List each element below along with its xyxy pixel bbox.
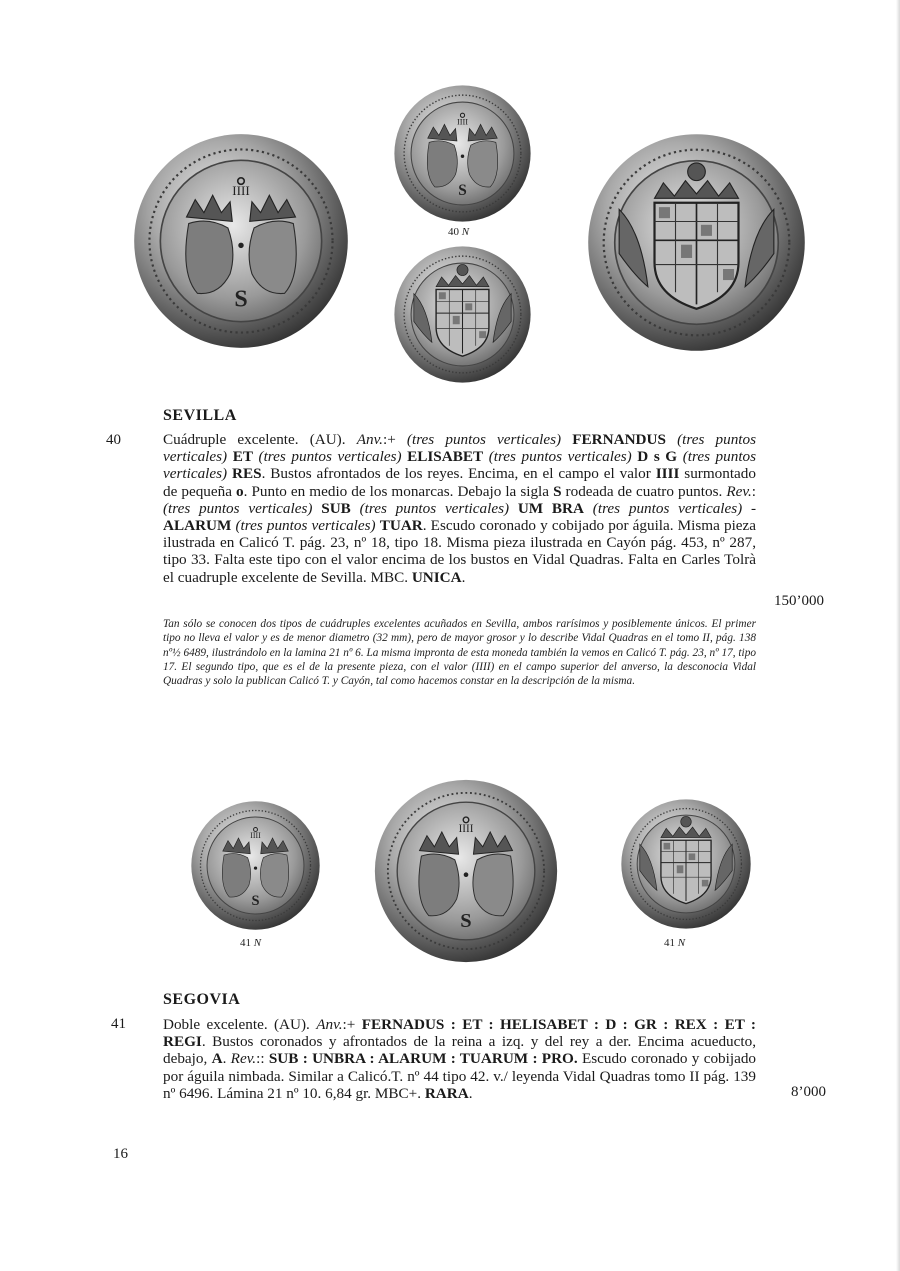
- text-run: ::: [256, 1050, 269, 1068]
- italic-term: (tres puntos verticales): [163, 448, 757, 483]
- italic-term: (tres puntos verticales): [235, 517, 376, 535]
- bold-term: S: [553, 482, 562, 500]
- bold-term: FERNANDUS: [572, 431, 666, 448]
- lot-40-note: Tan sólo se conocen dos tipos de cuádruples excelentes acuñados en Sevilla, ambos rarísimos y posiblemente únicos. El primer tipo no lleva el valor y es de menor diametro (32 mm), pero de mayor grosor y lo describe Vidal Quadras en el tomo II, pág. 138 nº½ 6489, ilustrándolo en la lamina 21 nº 6. La misma impronta de esta moneda también la vemos en Calicó T. pág. 23, nº 17, tipo 17. El segundo tipo, que es el de la presente pieza, con el valor (IIII) en el campo superior del anverso, la desconocia Vidal Quadras y solo la publican Calicó T. y Cayón, tal como hacemos constar en la descripción de la misma.: [163, 618, 756, 688]
- coin-image-obverse-large-lot41: [373, 778, 559, 964]
- coin-image-reverse-small: [393, 245, 532, 384]
- italic-term: (tres puntos verticales): [163, 499, 313, 517]
- text-run: :+: [342, 1016, 362, 1033]
- lot-41-number: 41: [111, 1016, 126, 1032]
- text-run: :: [751, 482, 757, 500]
- lot-40-number: 40: [106, 432, 121, 448]
- coin-image-obverse-small: [393, 84, 532, 223]
- lot-41-price: 8’000: [791, 1084, 826, 1100]
- lot-40-heading: SEVILLA: [163, 407, 237, 424]
- italic-term: Rev.: [726, 482, 752, 500]
- italic-term: (tres puntos verticales): [488, 448, 632, 466]
- coin-image-obverse-small-lot41: [190, 800, 321, 931]
- italic-term: Anv.: [316, 1016, 343, 1033]
- bold-term: IIII: [655, 465, 680, 483]
- text-run: Cuádruple excelente. (AU).: [163, 431, 357, 448]
- italic-term: (tres puntos verticales): [359, 499, 510, 517]
- lot-41-heading: SEGOVIA: [163, 991, 241, 1008]
- coin-caption-metal: N: [677, 937, 686, 949]
- text-run: Doble excelente. (AU).: [163, 1016, 317, 1033]
- text-run: surmontado de pequeña: [163, 465, 756, 500]
- bold-term: o: [236, 482, 244, 500]
- bold-term: A: [211, 1050, 223, 1068]
- page-number: 16: [113, 1146, 128, 1162]
- lot-40-price: 150’000: [774, 593, 824, 609]
- page-edge-shadow: [896, 0, 900, 1271]
- text-run: [351, 500, 360, 517]
- text-run: .: [461, 568, 466, 586]
- italic-term: (tres puntos verticales): [406, 431, 562, 448]
- coin-caption-metal: N: [461, 226, 470, 238]
- bold-term: ALARUM: [163, 517, 232, 535]
- bold-term: SUB: [321, 499, 351, 517]
- bold-term: RES: [232, 465, 262, 483]
- text-run: Escudo coronado y cobijado por águila nimbada. Similar a Calicó.T. nº 44 tipo 42. v./ leyenda Vidal Quadras tomo II pág. 139 nº 6496. Lámina 21 nº 10. 6,84 gr. MBC+.: [163, 1050, 757, 1102]
- lot-41-description: [163, 1016, 756, 1102]
- bold-term: ELISABET: [407, 448, 484, 466]
- coin-caption-metal: N: [253, 937, 262, 949]
- text-run: .: [222, 1050, 231, 1068]
- coin-image-obverse-large: [132, 132, 350, 350]
- bold-term: UM BRA: [517, 499, 584, 517]
- lot-40-description: [163, 431, 756, 586]
- text-run: . Bustos afrontados de los reyes. Encima, en el campo el valor: [261, 465, 656, 483]
- coin-image-reverse-large: [586, 132, 807, 353]
- text-run: [312, 500, 321, 517]
- bold-term: ET: [232, 448, 253, 466]
- text-run: [584, 500, 593, 517]
- coin-image-reverse-small-lot41: [620, 798, 752, 930]
- text-run: rodeada de cuatro puntos.: [561, 482, 727, 500]
- coin-caption-number: 40: [448, 226, 459, 238]
- coin-caption-right: [664, 937, 685, 949]
- text-run: . Escudo coronado y cobijado por águila. Misma pieza ilustrada en Calicó T. pág. 23, nº 18, tipo 18. Misma pieza ilustrada en Cayón pág. 453, nº 287, tipo 33. Falta este tipo con el valor encima de los bustos en Vidal Quadras. Falta en Carles Tolrà el cuadruple excelente de Sevilla. MBC.: [163, 517, 757, 586]
- bold-term: D s G: [637, 448, 678, 466]
- bold-term: TUAR: [379, 517, 423, 535]
- italic-term: Anv.: [356, 431, 383, 448]
- bold-term: UNICA: [411, 568, 462, 586]
- text-run: [509, 500, 518, 517]
- text-run: -: [742, 499, 757, 517]
- coin-caption-left: [240, 937, 261, 949]
- italic-term: Rev.: [230, 1050, 257, 1068]
- text-run: [666, 431, 677, 448]
- coin-caption-number: 41: [240, 937, 251, 949]
- bold-term: FERNADUS : ET : HELISABET : D : GR : REX : ET : REGI: [163, 1016, 756, 1051]
- text-run: . Punto en medio de los monarcas. Debajo la sigla: [243, 482, 554, 500]
- italic-term: (tres puntos verticales): [258, 448, 402, 466]
- text-run: :+: [382, 431, 407, 448]
- text-run: .: [468, 1084, 473, 1102]
- italic-term: (tres puntos verticales): [163, 431, 757, 466]
- bold-term: SUB : UNBRA : ALARUM : TUARUM : PRO.: [268, 1050, 578, 1068]
- bold-term: RARA: [424, 1084, 469, 1102]
- text-run: . Bustos coronados y afrontados de la reina a izq. y del rey a der. Encima acueducto, debajo,: [163, 1033, 756, 1068]
- italic-term: (tres puntos verticales): [592, 499, 743, 517]
- coin-caption-number: 41: [664, 937, 675, 949]
- text-run: [561, 431, 572, 448]
- coin-caption: [448, 226, 469, 238]
